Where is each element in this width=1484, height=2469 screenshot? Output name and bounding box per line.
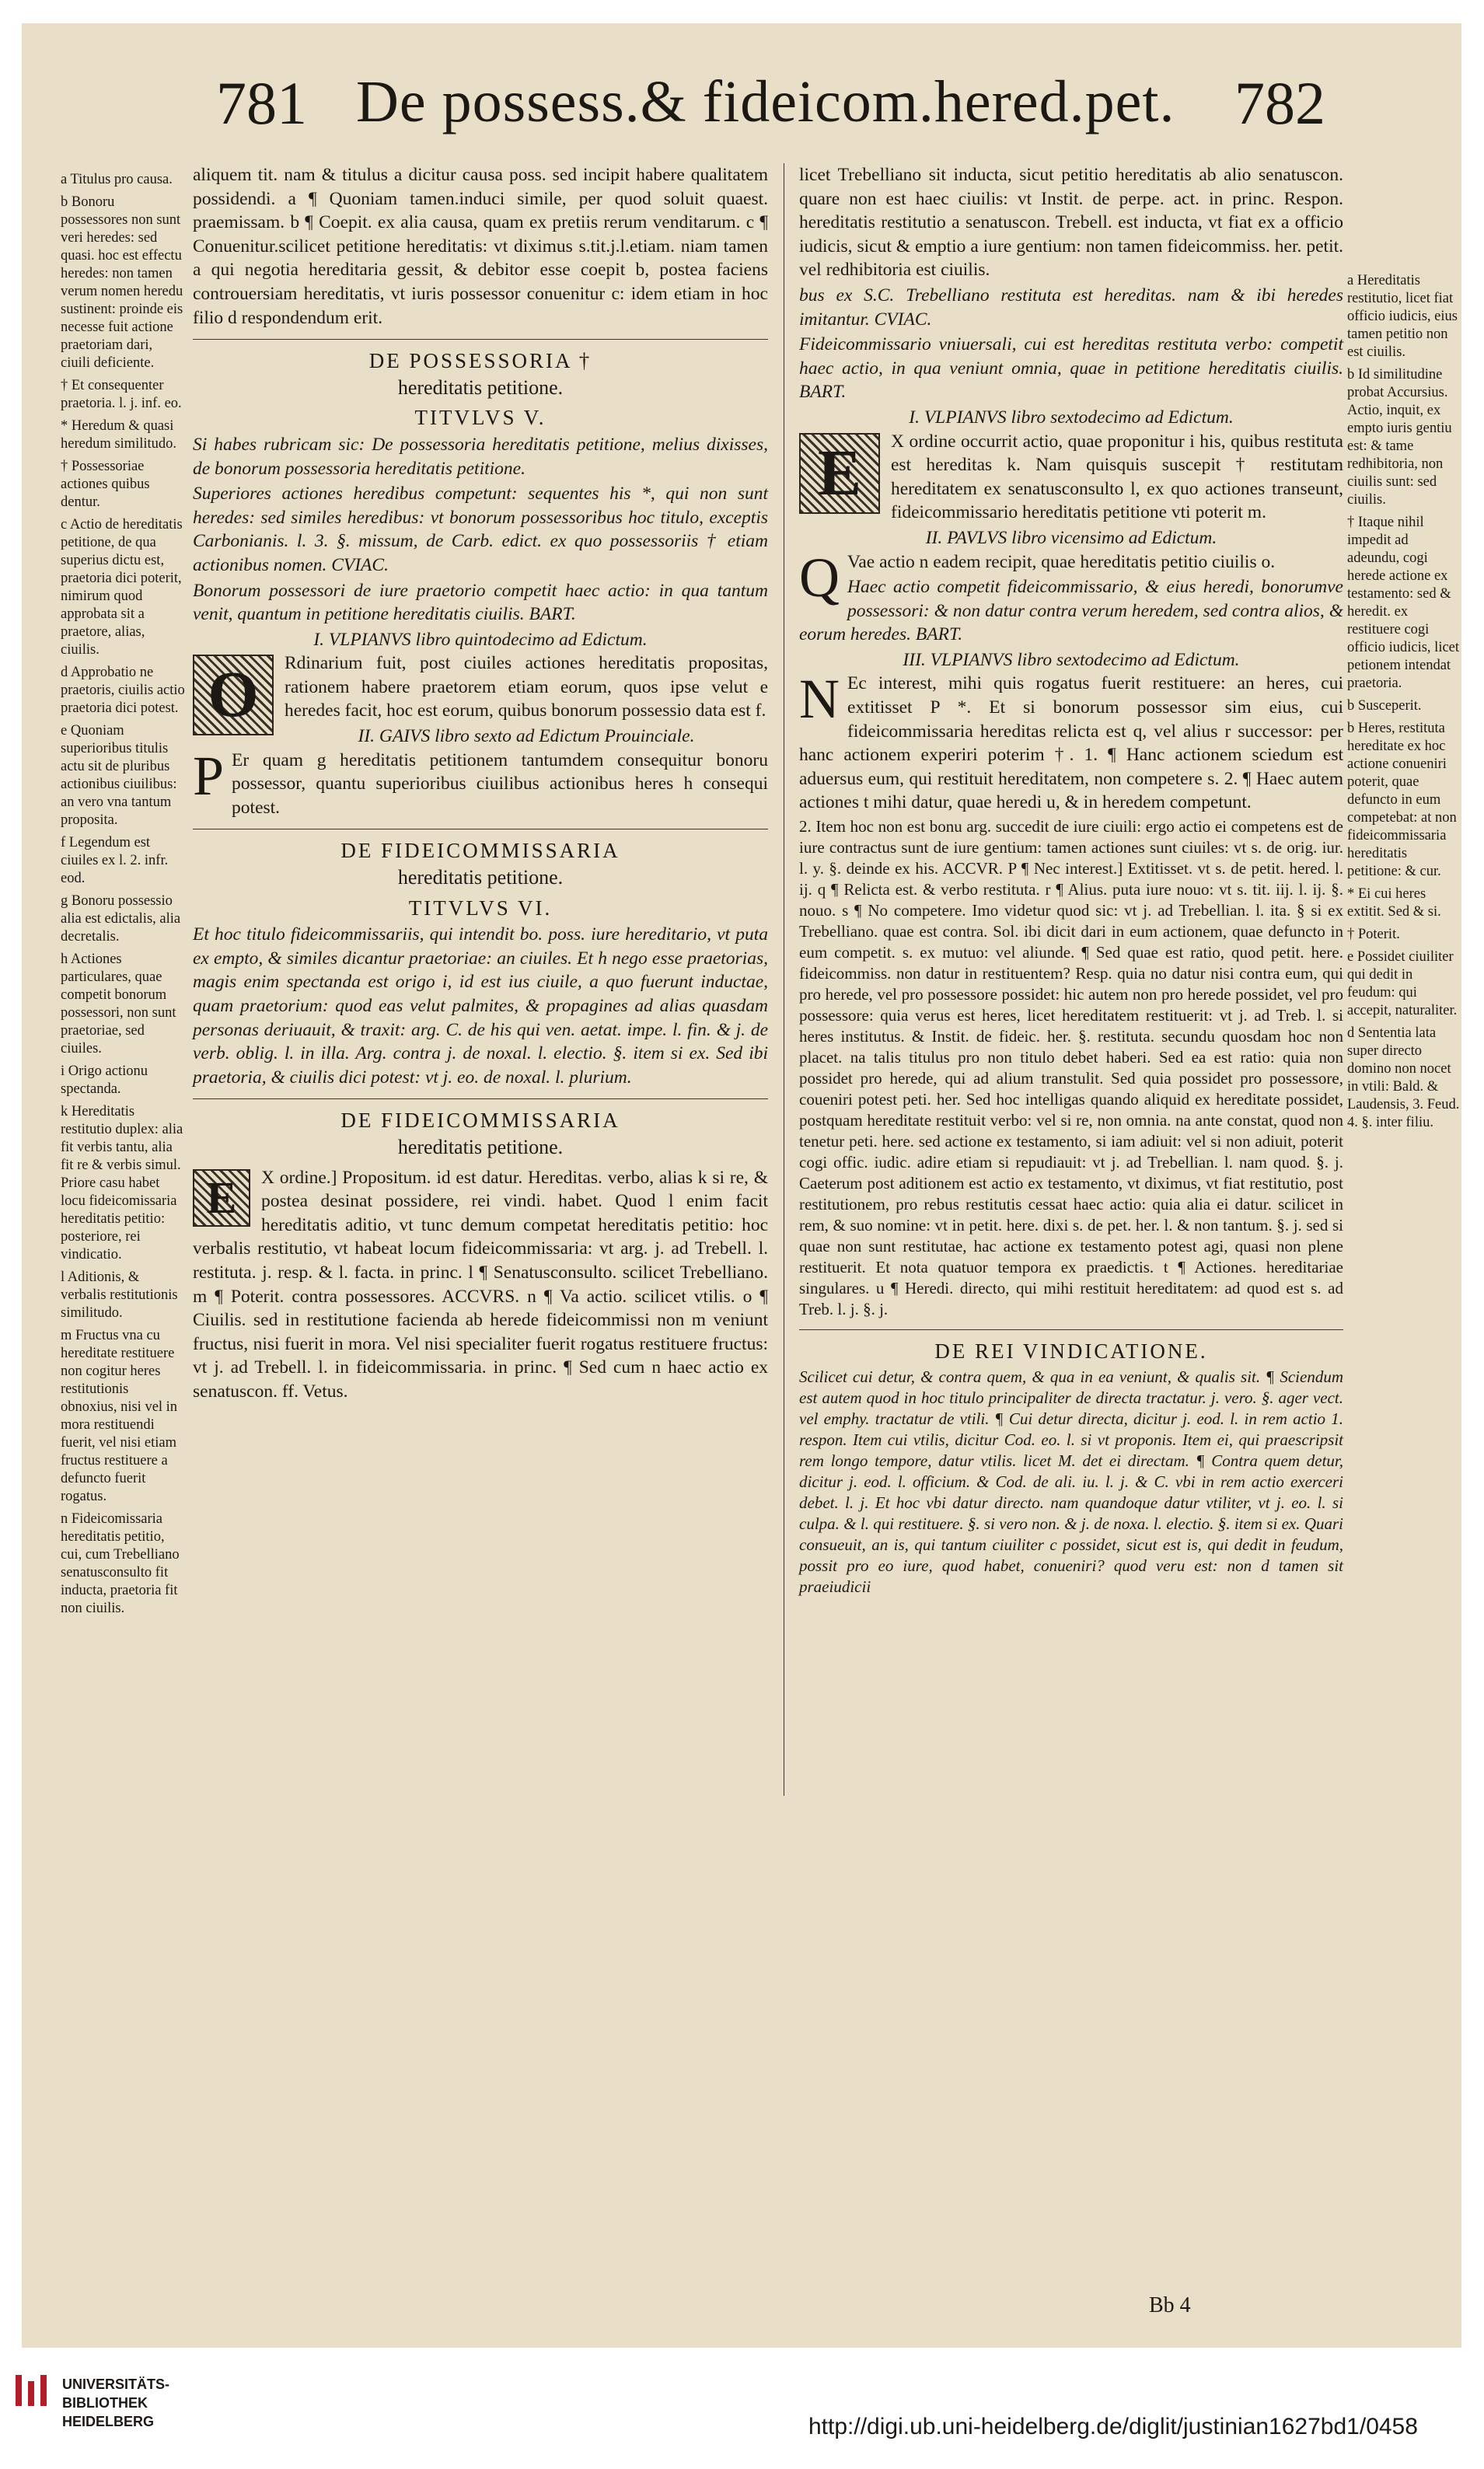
margin-note: b Heres, restituta hereditate ex hoc actione conueniri poterit, quae defuncto in eum competebat: at non fideicommissaria hereditatis petitione: & cur. — [1347, 721, 1457, 879]
section-intro: Et hoc titulo fideicommissariis, qui intendit bo. poss. iure hereditario, vt puta ex empto, & similes dicantur praetoriae: an ciuiles. Et h nego esse praetorias, magis enim spectanda est origo i, id est ius ciuile, a quo fuerunt inductae, quam praetorium: quod eas velut palmites, & propagines ad alias quasdam personas deriuauit, & traxit: arg. C. de his qui ven. aetat. impe. l. fin. & j. de verb. oblig. l. in illa. Arg. contra j. de noxal. l. electio. §. item si ex. Sed ibi praetoria, & ciuilis dici potest: vt j. eo. de noxal. l. plurium. — [193, 924, 768, 1088]
margin-note: † Et consequenter praetoria. l. j. inf. eo. — [61, 378, 182, 411]
margin-note: a Hereditatis restitutio, licet fiat officio iudicis, eius tamen petitio non est ciuilis. — [1347, 273, 1458, 360]
decorated-initial-e: E — [193, 1169, 250, 1227]
margin-note: † Poterit. — [1347, 927, 1400, 942]
left-margin-notes — [61, 171, 185, 1622]
law-text: N Ec interest, mihi quis rogatus fuerit restituere: an heres, cui extitisset P *. Et si bonorum possessor sim eius, cui fideicommissaria hereditas relicta est q, vel alius r successor: per hanc actionem experiri poterim †. 1. ¶ Hanc actionem sciedum est aduersus eum, qui restituit hereditatem, non competere s. 2. ¶ Haec autem actiones t mihi datur, quae heredi u, & in heredem competunt. — [799, 668, 1343, 813]
gloss-text: 2. Item hoc non est bonu arg. succedit de iure ciuili: ergo actio ei competens est de iure contractus sunt de iure gentium: tamen actiones sunt ciuiles: vt s. de orig. iur. l. y. §. deinde ex his. ACCVR. P ¶ Nec interest.] Extitisset. vt s. de petit. hered. l. ij. q ¶ Relicta est. & verbo restituta. r ¶ Alius. puta iure nouo: vt s. tit. iij. l. ij. §. nouo. s ¶ No competere. Imo videtur quod sic: vt j. ad Trebellian. l. ita. § si ex Trebelliano. quae est contra. Sol. ibi dicit dari in eum actionem, quae defuncto in eum competit. s. ex mutuo: vel aliunde. ¶ Sed quae est ratio, quod petit. here. fideicommiss. non datur in restituentem? Resp. quia no datur nisi contra eum, qui pro herede, vel pro possessore possidet: hic autem non pro herede possidet, vel pro possessore: quia verus est heres, licet hereditatem restituerit: vt j. ad Treb. l. si heres institutus. & Instit. de fideic. her. §. restituta. secundu quosdam hoc non placet. na talis titulus pro non titulo debet haberi. Sed ea est ratio: quia non possidet pro herede, qui ad alium transtulit. Sed quia possidet pro possessore, coueniri potest peti. her. Sed hoc intelligas quando aliquid ex hereditate possidet, postquam hereditate restituit verbo: vel si re, non omnia. na ante constat, quod non tenetur peti. here. sed actione ex testamento, si iam adiuit: vel si non adiuit, poterit cogi offic. iudic. adire etiam si repudiauit: vt j. ad Trebellian. l. nam quod. §. j. Caeterum post aditionem est actio ex testamento, vt diximus, vt fiat restitutio, post restitutionem, pro rebus restitutis cessat haec actio: quia alia ei datur. scilicet in rem, & suo nomine: vt in petit. here. dixi s. de pet. her. l. & non tantum. §. j. sed si quae non sunt restitutae, hac actione ex testamento potest agi, quasi non plene restituerit. Et nota quatuor tempora ex praedictis. t ¶ Actiones. hereditariae singulares. u ¶ Heredi. directo, qui mihi restituit hereditatem: ad quod est s. ad Treb. l. j. §. j. — [799, 817, 1343, 1319]
titulus-label: TITVLVS VI. — [408, 896, 553, 920]
gloss-text: Si habes rubricam sic: De possessoria hereditatis petitione, melius dixisses, de bonorum possessoria hereditatis petitione. — [193, 434, 768, 479]
margin-note: f Legendum est ciuiles ex l. 2. infr. eod. — [61, 835, 169, 886]
titulus-label: TITVLVS V. — [414, 406, 546, 430]
large-initial-n: N — [799, 668, 840, 731]
law-text: P Er quam g hereditatis petitionem tantumdem consequitur bonoru possessor, quantu superioribus ciuilibus actionibus heres h consequi potest. — [193, 744, 768, 818]
margin-note: b Bonoru possessores non sunt veri heredes: sed quasi. hoc est effectu heredes: non tamen verum nomen heredu sustinent: proinde eis necesse fuit actione praetoriam dari, ciuili deficiente. — [61, 194, 183, 371]
right-margin-notes — [1347, 272, 1464, 1137]
margin-note: c Actio de hereditatis petitione, de qua superius dictu est, praetoria dici poterit, nimirum quod approbata sit a praetore, alias, ciuilis. — [61, 517, 183, 658]
library-name: UNIVERSITÄTS- BIBLIOTHEK HEIDELBERG — [62, 2376, 170, 2429]
page-body — [61, 54, 1460, 2317]
margin-note: g Bonoru possessio alia est edictalis, alia decretalis. — [61, 893, 181, 945]
margin-note: i Origo actionu spectanda. — [61, 1063, 148, 1097]
lex-heading: I. VLPIANVS libro sextodecimo ad Edictum. — [909, 407, 1234, 428]
large-initial-q: Q — [799, 546, 840, 609]
left-column — [193, 163, 768, 1406]
lex-heading: I. VLPIANVS libro quintodecimo ad Edictum. — [313, 629, 648, 650]
lex-heading: III. VLPIANVS libro sextodecimo ad Edictum. — [903, 649, 1240, 670]
library-logo-icon — [16, 2375, 47, 2406]
section-heading: DE FIDEICOMMISSARIA — [340, 839, 620, 863]
margin-note: b Id similitudine probat Accursius. Actio, inquit, ex empto iuris gentiu est: & tame redhibitoria, non ciuilis sunt: sed ciuilis. — [1347, 367, 1452, 508]
margin-note: l Aditionis, & verbalis restitutionis similitudo. — [61, 1269, 178, 1321]
margin-note: n Fideicomissaria hereditatis petitio, cui, cum Trebelliano senatusconsulto fit inducta, praetoria fit non ciuilis. — [61, 1511, 180, 1616]
margin-note: * Heredum & quasi heredum similitudo. — [61, 418, 177, 452]
margin-note: e Quoniam superioribus titulis actu sit de pluribus actionibus ciuilibus: an vero vna tantum proposita. — [61, 723, 177, 828]
rule-summary: Haec actio competit fideicommissario, & eius heredi, bonorumve possessori: & non datur contra verum heredem, sed contra alios, & eorum heredes. BART. — [799, 577, 1343, 645]
margin-note: b Susceperit. — [1347, 698, 1422, 714]
rule-summary: Fideicommissario vniuersali, cui est hereditas restituta verbo: competit haec actio, in qua veniunt omnia, quae in petitione hereditatis ciuilis. BART. — [799, 334, 1343, 403]
divider — [193, 339, 768, 340]
gloss-heading: DE FIDEICOMMISSARIA — [340, 1109, 620, 1133]
margin-note: e Possidet ciuiliter qui dedit in feudum: qui accepit, naturaliter. — [1347, 949, 1458, 1018]
book-page — [22, 23, 1461, 2348]
law-text: Q Vae actio n eadem recipit, quae hereditatis petitio ciuilis o. — [799, 546, 1276, 609]
gloss-text: E X ordine.] Propositum. id est datur. Hereditas. verbo, alias k si re, & postea desinat possidere, rei vindi. habet. Quod l enim facit hereditatis aditio, vt tunc demum competat hereditatis petitio: hoc verbalis restitutio, vt habeat locum fideicommissaria: vt arg. j. ad Trebell. l. restituta. j. resp. & l. facta. in princ. l ¶ Senatusconsulto. scilicet Trebelliano. m ¶ Poterit. contra possessores. ACCVRS. n ¶ Va actio. scilicet vtilis. o ¶ Ciuilis. sed in restitutione facienda ab herede fideicommissi non m veniunt fructus, nisi fuerit in mora. Vel nisi specialiter fuerit rogatus restituere fructus: vt j. ad Trebell. l. in fideicommissaria. in princ. ¶ Sed cum n haec actio ex senatuscon. ff. Vetus. — [193, 1167, 768, 1402]
law-text: O Rdinarium fuit, post ciuiles actiones hereditatis propositas, rationem habere praetorem etiam eorum, quos ipse velut e heredes facit, hoc est eorum, quibus bonorum possessio data est f. — [193, 651, 768, 723]
margin-note: † Possessoriae actiones quibus dentur. — [61, 459, 150, 510]
margin-note: m Fructus vna cu hereditate restituere non cogitur heres restitutionis obnoxius, nisi vel in mora restituendi fuerit, vel nisi etiam fructus restituere a defuncto fuerit rogatus. — [61, 1328, 178, 1504]
lex-heading: II. PAVLVS libro vicensimo ad Edictum. — [925, 527, 1217, 548]
right-top-text: licet Trebelliano sit inducta, sicut petitio hereditatis ab alio senatuscon. quare non est haec ciuilis: vt Instit. de perpe. act. in princ. Respon. hereditatis restitutio a senatuscon. Trebell. est inducta, vt fiat ex a officio iudicis, sicut & emptio a iure gentium: non tamen fideicommiss. her. petit. vel redhibitoria est ciuilis. — [799, 165, 1343, 281]
rule-summary: Bonorum possessori de iure praetorio competit haec actio: in qua tantum venit, quantum in petitione hereditatis ciuilis. BART. — [193, 580, 768, 625]
margin-note: a Titulus pro causa. — [61, 172, 173, 187]
margin-note: † Itaque nihil impedit ad adeundu, cogi herede actione ex testamento: sed & heredit. ex restituere cogi officio iudicis, licet petionem intendat praetoria. — [1347, 515, 1460, 691]
source-url-link[interactable]: http://digi.ub.uni-heidelberg.de/diglit/justinian1627bd1/0458 — [808, 2414, 1418, 2439]
law-text: E X ordine occurrit actio, quae proponitur i his, quibus restituta est hereditas k. Nam quisquis suscepit † restitutam hereditatem ex senatusconsulto l, ex quo actiones transeunt, fideicommissario hereditatis petitione vti poterit m. — [799, 430, 1343, 525]
lex-heading: II. GAIVS libro sexto ad Edictum Prouinciale. — [358, 726, 695, 747]
margin-note: d Sententia lata super directo domino non nocet in vtili: Bald. & Laudensis, 3. Feud. 4. §. inter filiu. — [1347, 1025, 1460, 1130]
margin-note: k Hereditatis restitutio duplex: alia fit verbis tantu, alia fit re & verbis simul. Priore casu habet locu fideicomissaria hereditatis petitio: posteriore, rei vindicatio. — [61, 1104, 183, 1262]
footer — [0, 2352, 1484, 2469]
page-number-right: 782 — [1234, 69, 1325, 137]
section-intro: Scilicet cui detur, & contra quem, & qua in ea veniunt, & qualis sit. ¶ Sciendum est autem quod in hoc titulo principaliter de directa tractatur. j. vero. §. ager vect. vel emphy. tractatur de vtili. ¶ Cui detur directa, dicitur j. eod. l. in rem actio 1. respon. Item cui vtilis, dicitur Cod. eo. l. si vt proponis. Item ei, qui praescripsit rem longo tempore, datur vtilis. licet M. det ei directam. ¶ Contra quem detur, dicitur j. eod. l. officium. & Cod. de ali. iu. l. j. & C. vbi in rem actio exerceri debet. l. j. Et hoc vbi datur directo. nam quandoque datur vtiliter, vt j. eo. l. si culpa. & l. qui restituere. §. si vero non. & j. de noxa. l. electio. §. item si ex. Quari consueuit, an is, qui tantum ciuiliter c possidet, sicut est is, qui dedit in feudum, possit pro eo iure, quod habet, conueniri? quod veru est: non d tamen sit praeiudicii — [799, 1367, 1343, 1596]
section-heading: DE POSSESSORIA † — [368, 349, 592, 373]
section-intro: Superiores actiones heredibus competunt: sequentes his *, qui non sunt heredes: sed similes heredibus: vt bonorum possessoribus hoc titulo, exceptis Carbonianis. l. 3. §. missum, de Carb. edict. ex quo possessoriis † etiam actionibus nomen. CVIAC. — [193, 484, 768, 575]
divider — [799, 1329, 1343, 1330]
page-number-left: 781 — [216, 69, 307, 137]
running-title: De possess.& fideicom.hered.pet. — [356, 69, 1175, 134]
margin-note: h Actiones particulares, quae competit bonorum possessori, non sunt praetoriae, sed ciuiles. — [61, 952, 176, 1056]
decorated-initial-e: E — [799, 433, 880, 514]
margin-note: * Ei cui heres extitit. Sed & si. — [1347, 886, 1441, 920]
section-intro: bus ex S.C. Trebelliano restituta est hereditas. nam & ibi heredes imitantur. CVIAC. — [799, 285, 1343, 330]
decorated-initial-o: O — [193, 655, 274, 735]
section-subheading: hereditatis petitione. — [397, 866, 564, 889]
left-top-text: aliquem tit. nam & titulus a dicitur causa poss. sed incipit habere qualitatem possidendi. a ¶ Quoniam tamen.induci simile, per quod soluit quaest. praemissam. b ¶ Coepit. ex alia causa, quam ex pretiis rerum venditarum. c ¶ Conuenitur.scilicet petitione hereditatis: vt diximus s.tit.j.l.etiam. niam tamen a qui negotia hereditaria gessit, & debitor esse coepit b, postea faciens controuersiam hereditatis, vt iuris possessor conuenitur c: idem etiam in hoc filio d respondendum erit. — [193, 165, 768, 328]
margin-note: d Approbatio ne praetoris, ciuilis actio praetoria dici potest. — [61, 665, 185, 716]
section-subheading: hereditatis petitione. — [397, 375, 564, 399]
running-header — [61, 68, 1325, 154]
large-initial-p: P — [193, 744, 225, 807]
divider — [193, 1098, 768, 1099]
right-column — [799, 163, 1343, 1599]
gloss-subheading: hereditatis petitione. — [397, 1135, 564, 1158]
signature-mark: Bb 4 — [1149, 2293, 1191, 2317]
section-heading: DE REI VINDICATIONE. — [934, 1339, 1208, 1364]
